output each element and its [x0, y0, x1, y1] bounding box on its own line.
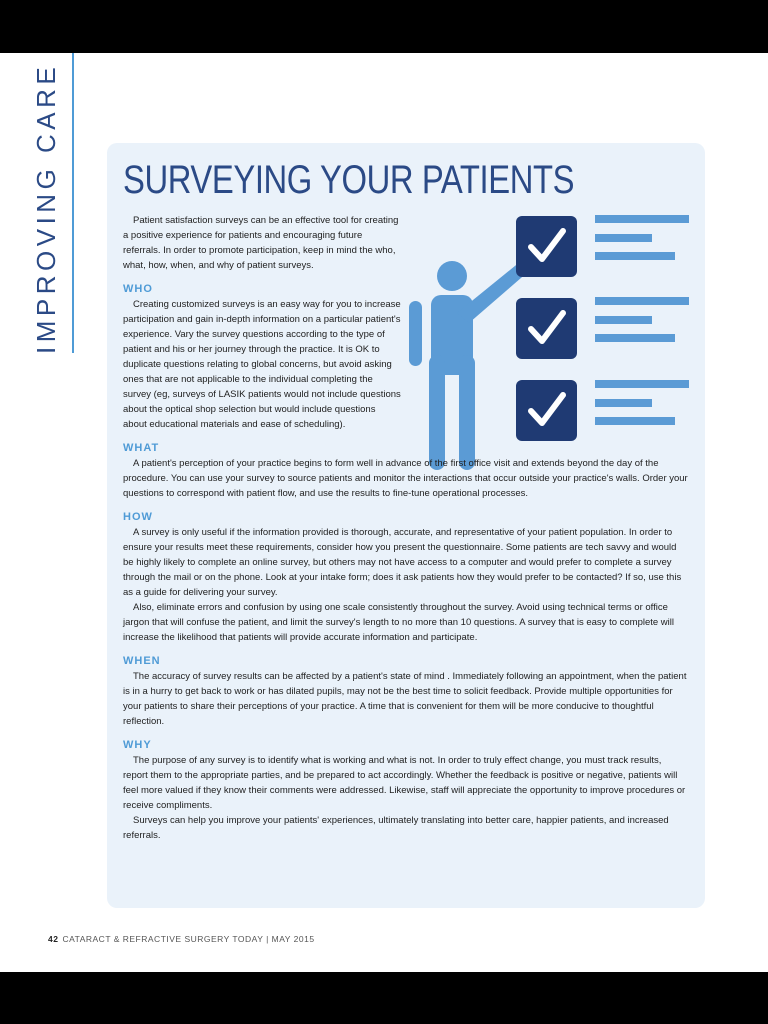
why-paragraph-1: The purpose of any survey is to identify what is working and what is not. In order to truly effect change, you must track results, report them to the appropriate parties, and be prepared to act accordingly. Whether the feedback is positive or negative, patients will feel more valued if they know their comments were addressed. Likewise, staff will appreciate the opportunity to improve procedures or receive compliments.	[123, 755, 686, 811]
bottom-black-bar	[0, 972, 768, 1024]
how-paragraph-1: A survey is only useful if the information provided is thorough, accurate, and representative of your patient population. In order to ensure your results meet these requirements, consider how you present the questionnaire. Some patients are tech savvy and would be highly likely to complete an online survey, but others may not have access to a computer and would prefer to complete a survey through the mail or on the phone. Look at your intake form; does it ask patients how they would prefer to be contacted? If so, use this as a guide for delivering your survey.	[123, 527, 682, 598]
when-paragraph: The accuracy of survey results can be affected by a patient's state of mind . Immediately following an appointment, when the patient is in a hurry to get back to work or has dilated pupils, may not be the best time to solicit feedback. Provide multiple opportunities for your patients to share their perceptions of your practice. A time that is convenient for them will be more conducive to thoughtful reflection.	[123, 671, 687, 727]
how-paragraph-2: Also, eliminate errors and confusion by using one scale consistently throughout the survey. Avoid using technical terms or office jargon that will confuse the patient, and limit the survey's length to no more than 10 questions. A survey that is easy to complete will increase the likelihood that patients will provide accurate information and participate.	[123, 602, 675, 643]
article-body	[123, 213, 688, 843]
publication-info: CATARACT & REFRACTIVE SURGERY TODAY | MAY 2015	[62, 934, 315, 944]
when-heading: WHEN	[123, 655, 161, 667]
page-footer	[48, 934, 315, 944]
section-divider-line	[72, 53, 74, 353]
top-black-bar	[0, 0, 768, 53]
intro-paragraph: Patient satisfaction surveys can be an effective tool for creating a positive experience for patients and encouraging future referrals. In order to promote participation, keep in mind the who, what, how, when, and why of patient surveys.	[123, 215, 399, 271]
article-title: SURVEYING YOUR PATIENTS	[123, 158, 575, 202]
section-label: IMPROVING CARE	[31, 62, 61, 354]
why-paragraph-2: Surveys can help you improve your patients' experiences, ultimately translating into better care, happier patients, and increased referrals.	[123, 815, 669, 841]
who-heading: WHO	[123, 283, 153, 295]
who-paragraph: Creating customized surveys is an easy way for you to increase participation and gain in-depth information on a particular patient's experience. Vary the survey questions according to the type of patient and his or her journey through the practice. It is OK to duplicate questions relating to global concerns, but avoid asking ones that are not applicable to the individual completing the survey (eg, surveys of LASIK patients would not include questions about the optical shop selection but would include questions about educational materials and ease of scheduling).	[123, 299, 401, 430]
what-paragraph: A patient's perception of your practice begins to form well in advance of the first office visit and extends beyond the day of the procedure. You can use your survey to source patients and monitor the interactions that occur outside your practice's walls. Order your questions to correspond with patient flow, and use the results to fine-tune operational processes.	[123, 458, 688, 499]
what-heading: WHAT	[123, 442, 160, 454]
why-heading: WHY	[123, 739, 152, 751]
page-number: 42	[48, 934, 59, 944]
how-heading: HOW	[123, 511, 153, 523]
